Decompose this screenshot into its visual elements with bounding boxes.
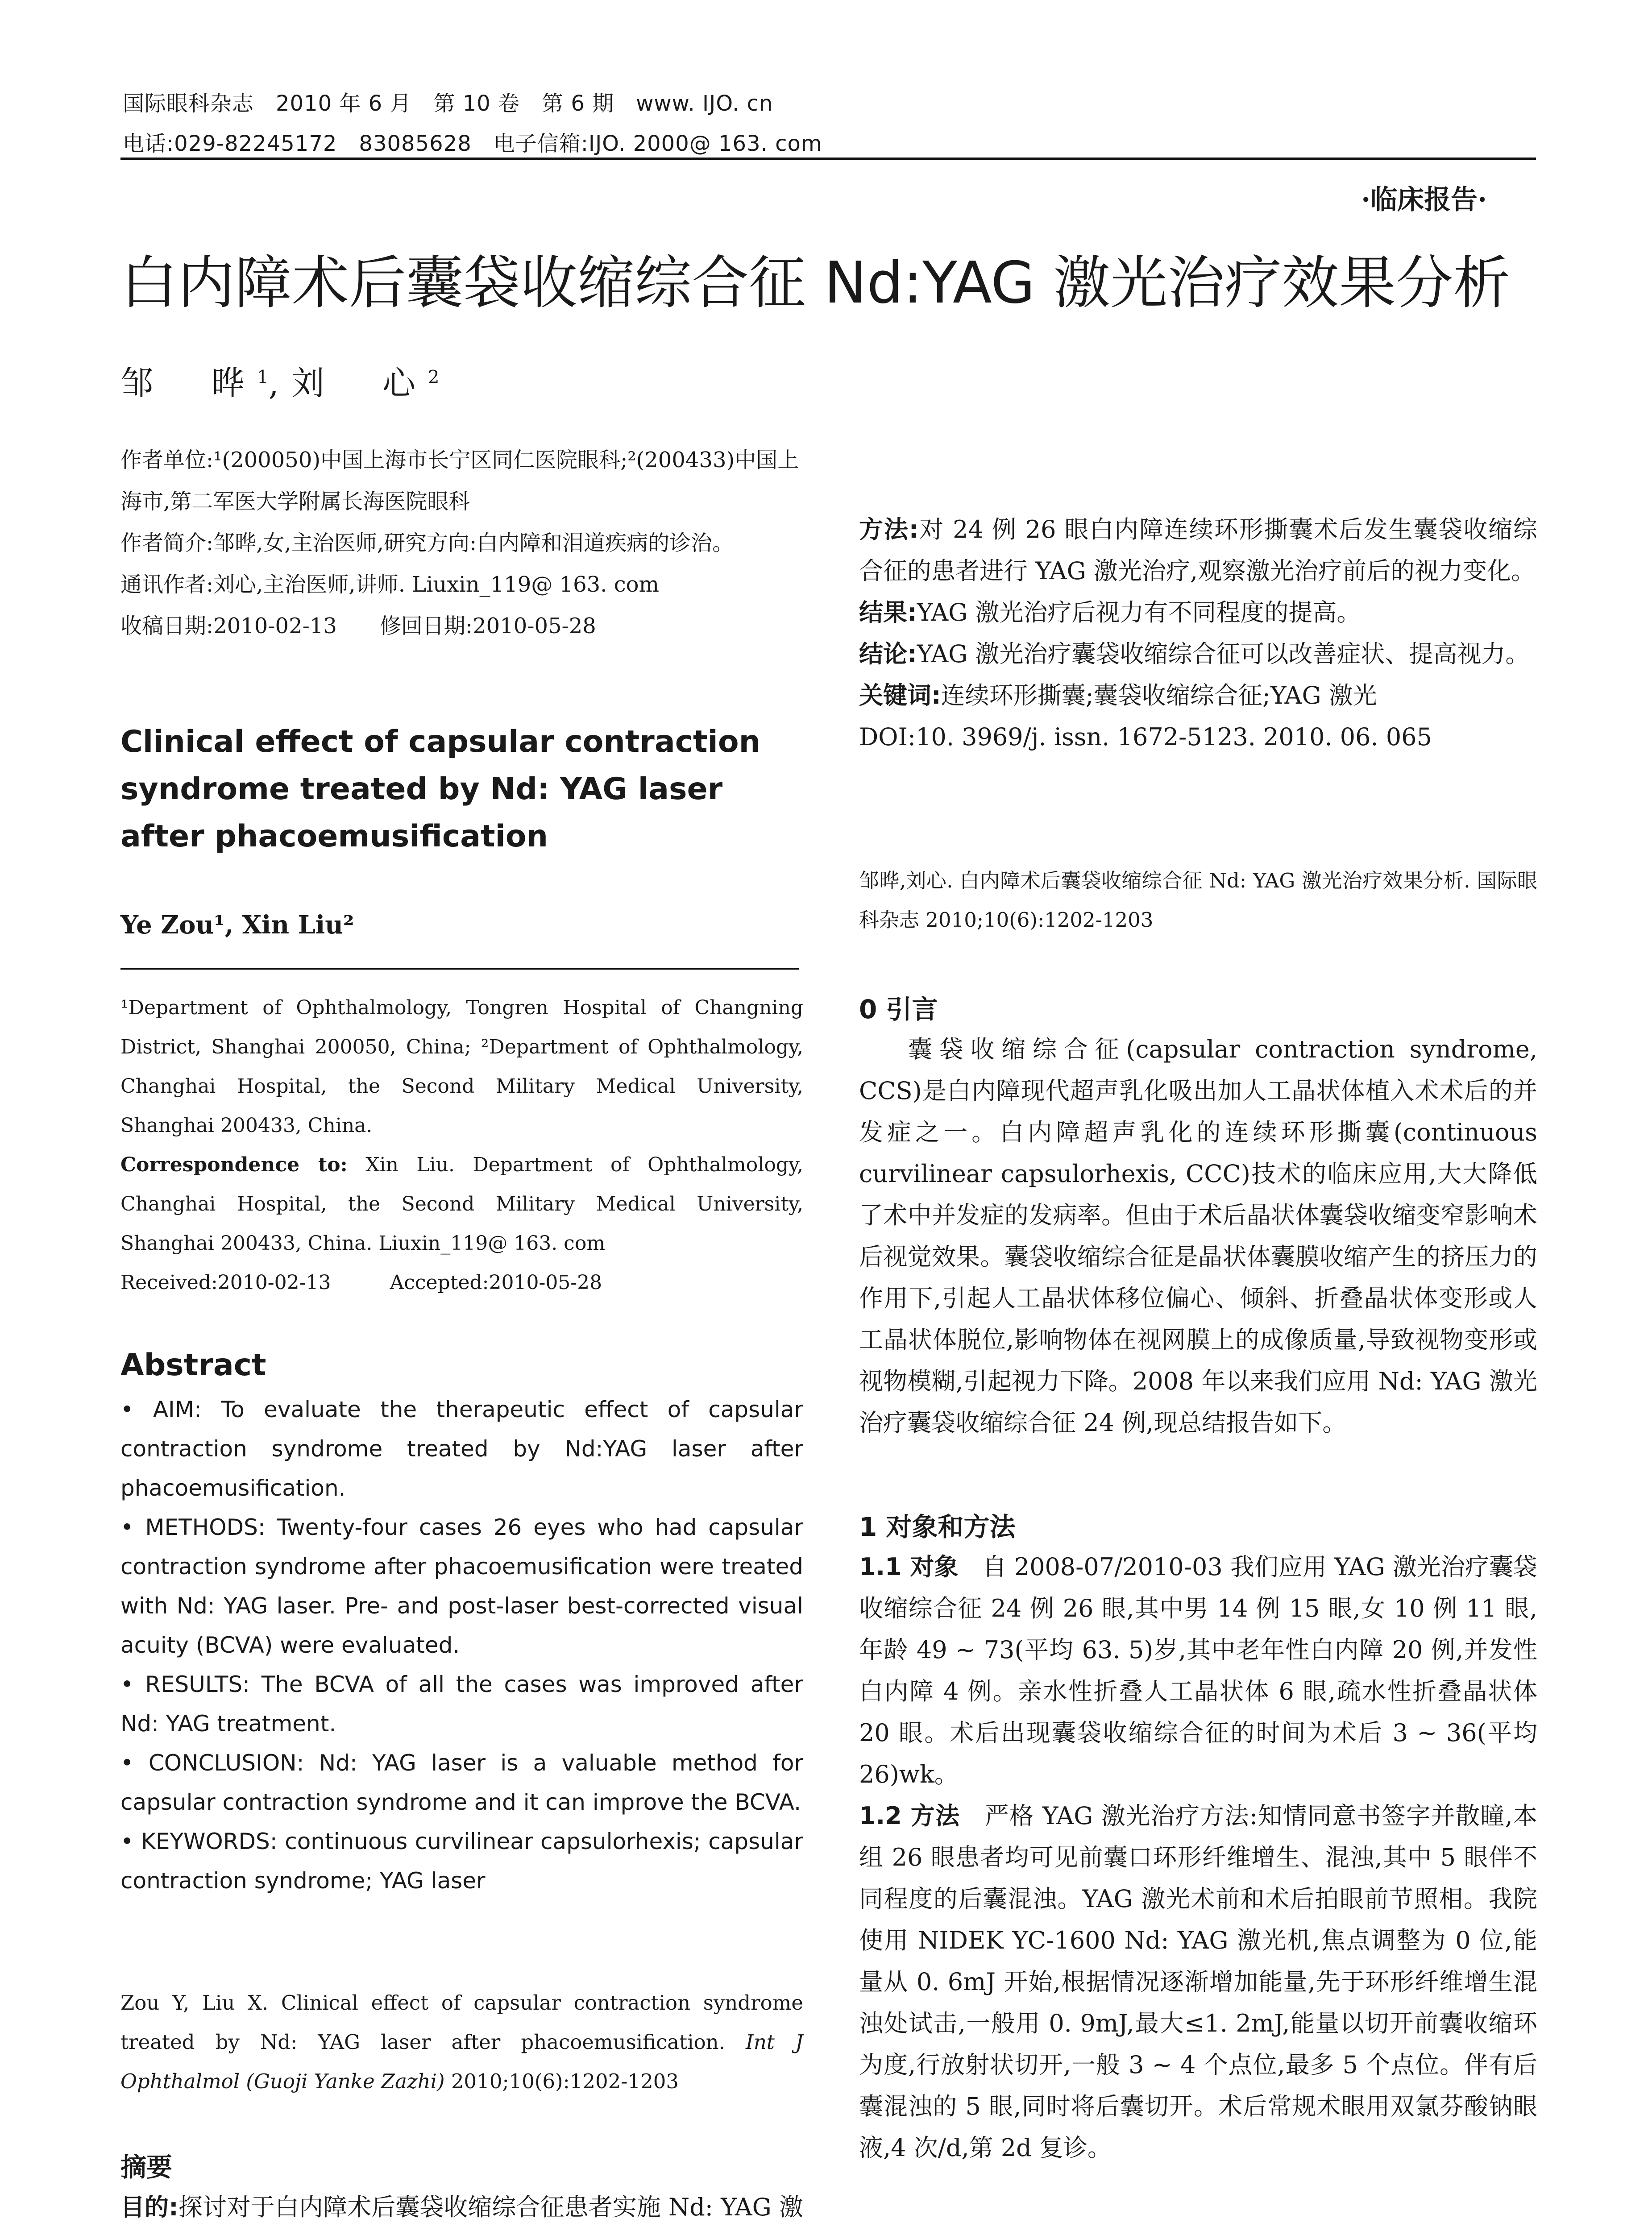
author-info — [120, 440, 803, 647]
correspondence-text: Xin Liu. Department of Ophthalmology, Changhai Hospital, the Second Military Medical University, Shanghai 200433, China. Liuxin_119@ 163. com — [120, 1153, 804, 1255]
citation-tail: 2010;10(6):1202-1203 — [444, 2069, 679, 2093]
citation-text: Zou Y, Liu X. Clinical effect of capsular contraction syndrome treated by Nd: YAG laser after phacoemusification. — [120, 1991, 803, 2054]
page-title: 白内障术后囊袋收缩综合征 Nd:YAG 激光治疗效果分析 — [120, 250, 1511, 316]
journal-contact: 电话:029-82245172 83085628 电子信箱:IJO. 2000@ 163. com — [123, 131, 822, 156]
english-title-block — [120, 718, 803, 860]
abstract-aim: • AIM: To evaluate the therapeutic effect of capsular contraction syndrome treated by Nd:YAG laser after phacoemusification. — [120, 1397, 803, 1501]
english-authors: Ye Zou¹, Xin Liu² — [120, 910, 354, 940]
author-affiliation-mark: 1 — [257, 367, 269, 388]
correspondence — [120, 1145, 803, 1263]
methods-body — [859, 1546, 1537, 2169]
abstract-body — [120, 1390, 803, 1900]
sec11-text: 自 2008-07/2010-03 我们应用 YAG 激光治疗囊袋收缩综合征 24 例 26 眼,其中男 14 例 15 眼,女 10 例 11 眼,年龄 49 ~ 73(平均 63. 5)岁,其中老年性白内障 20 例,并发性白内障 4 例。亲水性折叠人工晶状体 6 眼,疏水性折叠晶状体 20 眼。术后出现囊袋收缩综合征的时间为术后 3 ~ 36(平均 26)wk。 — [859, 1553, 1537, 1788]
keywords-text: 连续环形撕囊;囊袋收缩综合征;YAG 激光 — [941, 681, 1377, 709]
author-name: 刘 心 — [291, 364, 428, 402]
author-separator: , — [268, 364, 291, 402]
methods-heading: 1 对象和方法 — [859, 1512, 1016, 1542]
journal-info: 国际眼科杂志 2010 年 6 月 第 10 卷 第 6 期 www. IJO. cn — [123, 91, 773, 116]
author-name: 邹 晔 — [120, 364, 257, 402]
sec12-label: 1.2 方法 — [859, 1802, 960, 1830]
chinese-abstract-heading: 摘要 — [120, 2152, 173, 2182]
conclusion-text: YAG 激光治疗囊袋收缩综合征可以改善症状、提高视力。 — [917, 640, 1530, 668]
authors — [120, 357, 439, 404]
chinese-citation — [859, 861, 1537, 940]
results-label: 结果: — [859, 598, 917, 626]
doi: DOI:10. 3969/j. issn. 1672-5123. 2010. 06. 065 — [859, 723, 1432, 751]
corresponding-author: 通讯作者:刘心,主治医师,讲师. Liuxin_119@ 163. com — [120, 572, 659, 597]
chinese-citation-text: 邹晔,刘心. 白内障术后囊袋收缩综合征 Nd: YAG 激光治疗效果分析. 国际眼科杂志 2010;10(6):1202-1203 — [859, 869, 1537, 932]
author-affiliation: 作者单位:¹(200050)中国上海市长宁区同仁医院眼科;²(200433)中国上海市,第二军医大学附属长海医院眼科 — [120, 448, 799, 514]
intro-text: 囊袋收缩综合征(capsular contraction syndrome, CCS)是白内障现代超声乳化吸出加人工晶状体植入术术后的并发症之一。白内障超声乳化的连续环形撕囊(continuous curvilinear capsulorhexis, CCC)技术的临床应用,大大降低了术中并发症的发病率。但由于术后晶状体囊袋收缩变窄影响术后视觉效果。囊袋收缩综合征是晶状体囊膜收缩产生的挤压力的作用下,引起人工晶状体移位偏心、倾斜、折叠晶状体变形或人工晶状体脱位,影响物体在视网膜上的成像质量,导致视物变形或视物模糊,引起视力下降。2008 年以来我们应用 Nd: YAG 激光治疗囊袋收缩综合征 24 例,现总结报告如下。 — [859, 1035, 1537, 1437]
abstract-results: • RESULTS: The BCVA of all the cases was improved after Nd: YAG treatment. — [120, 1671, 803, 1737]
author-affiliation-mark: 2 — [428, 367, 440, 388]
received-accepted: Received:2010-02-13 Accepted:2010-05-28 — [120, 1271, 602, 1294]
purpose-label: 目的: — [120, 2193, 178, 2221]
intro-body — [859, 1028, 1537, 1443]
results-text: YAG 激光治疗后视力有不同程度的提高。 — [917, 598, 1361, 626]
affiliation-text: ¹Department of Ophthalmology, Tongren Hospital of Changning District, Shanghai 200050, China; ²Department of Ophthalmology, Changhai Hospital, the Second Military Medical University, Shanghai 200433, China. — [120, 996, 803, 1137]
correspondence-label: Correspondence to: — [120, 1153, 348, 1176]
sec11-label: 1.1 对象 — [859, 1553, 959, 1581]
section-type: ·临床报告· — [1361, 184, 1487, 216]
chinese-abstract-body — [859, 509, 1537, 758]
received-dates: 收稿日期:2010-02-13 修回日期:2010-05-28 — [120, 614, 596, 639]
chinese-purpose-start — [120, 2186, 803, 2231]
abstract-conclusion: • CONCLUSION: Nd: YAG laser is a valuable method for capsular contraction syndrome and it can improve the BCVA. — [120, 1750, 803, 1815]
affiliations — [120, 988, 803, 1302]
affiliation-rule — [120, 968, 799, 970]
keywords-label: 关键词: — [859, 681, 941, 709]
conclusion-label: 结论: — [859, 640, 917, 668]
abstract-keywords: • KEYWORDS: continuous curvilinear capsulorhexis; capsular contraction syndrome; YAG laser — [120, 1829, 803, 1894]
english-title: Clinical effect of capsular contraction syndrome treated by Nd: YAG laser after phacoemusification — [120, 724, 760, 854]
intro-heading: 0 引言 — [859, 994, 938, 1024]
sec12-text: 严格 YAG 激光治疗方法:知情同意书签字并散瞳,本组 26 眼患者均可见前囊口环形纤维增生、混浊,其中 5 眼伴不同程度的后囊混浊。YAG 激光术前和术后拍眼前节照相。我院使用 NIDEK YC-1600 Nd: YAG 激光机,焦点调整为 0 位,能量从 0. 6mJ 开始,根据情况逐渐增加能量,先于环形纤维增生混浊处试击,一般用 0. 9mJ,最大≤1. 2mJ,能量以切开前囊收缩环为度,行放射状切开,一般 3 ~ 4 个点位,最多 5 个点位。伴有后囊混浊的 5 眼,同时将后囊切开。术后常规术眼用双氯芬酸钠眼液,4 次/d,第 2d 复诊。 — [859, 1802, 1537, 2162]
english-citation — [120, 1983, 803, 2101]
header-rule — [120, 158, 1536, 160]
citation-journal: Int J Ophthalmol (Guoji Yanke Zazhi) — [120, 2030, 803, 2093]
author-bio: 作者简介:邹晔,女,主治医师,研究方向:白内障和泪道疾病的诊治。 — [120, 531, 734, 556]
methods-text: 对 24 例 26 眼白内障连续环形撕囊术后发生囊袋收缩综合征的患者进行 YAG 激光治疗,观察激光治疗前后的视力变化。 — [859, 515, 1537, 585]
abstract-heading: Abstract — [120, 1348, 266, 1383]
abstract-methods: • METHODS: Twenty-four cases 26 eyes who had capsular contraction syndrome after phacoemusification were treated with Nd: YAG laser. Pre- and post-laser best-corrected visual acuity (BCVA) were evaluated. — [120, 1514, 803, 1658]
methods-label: 方法: — [859, 515, 919, 543]
purpose-text: 探讨对于白内障术后囊袋收缩综合征患者实施 Nd: YAG 激 — [178, 2193, 803, 2221]
